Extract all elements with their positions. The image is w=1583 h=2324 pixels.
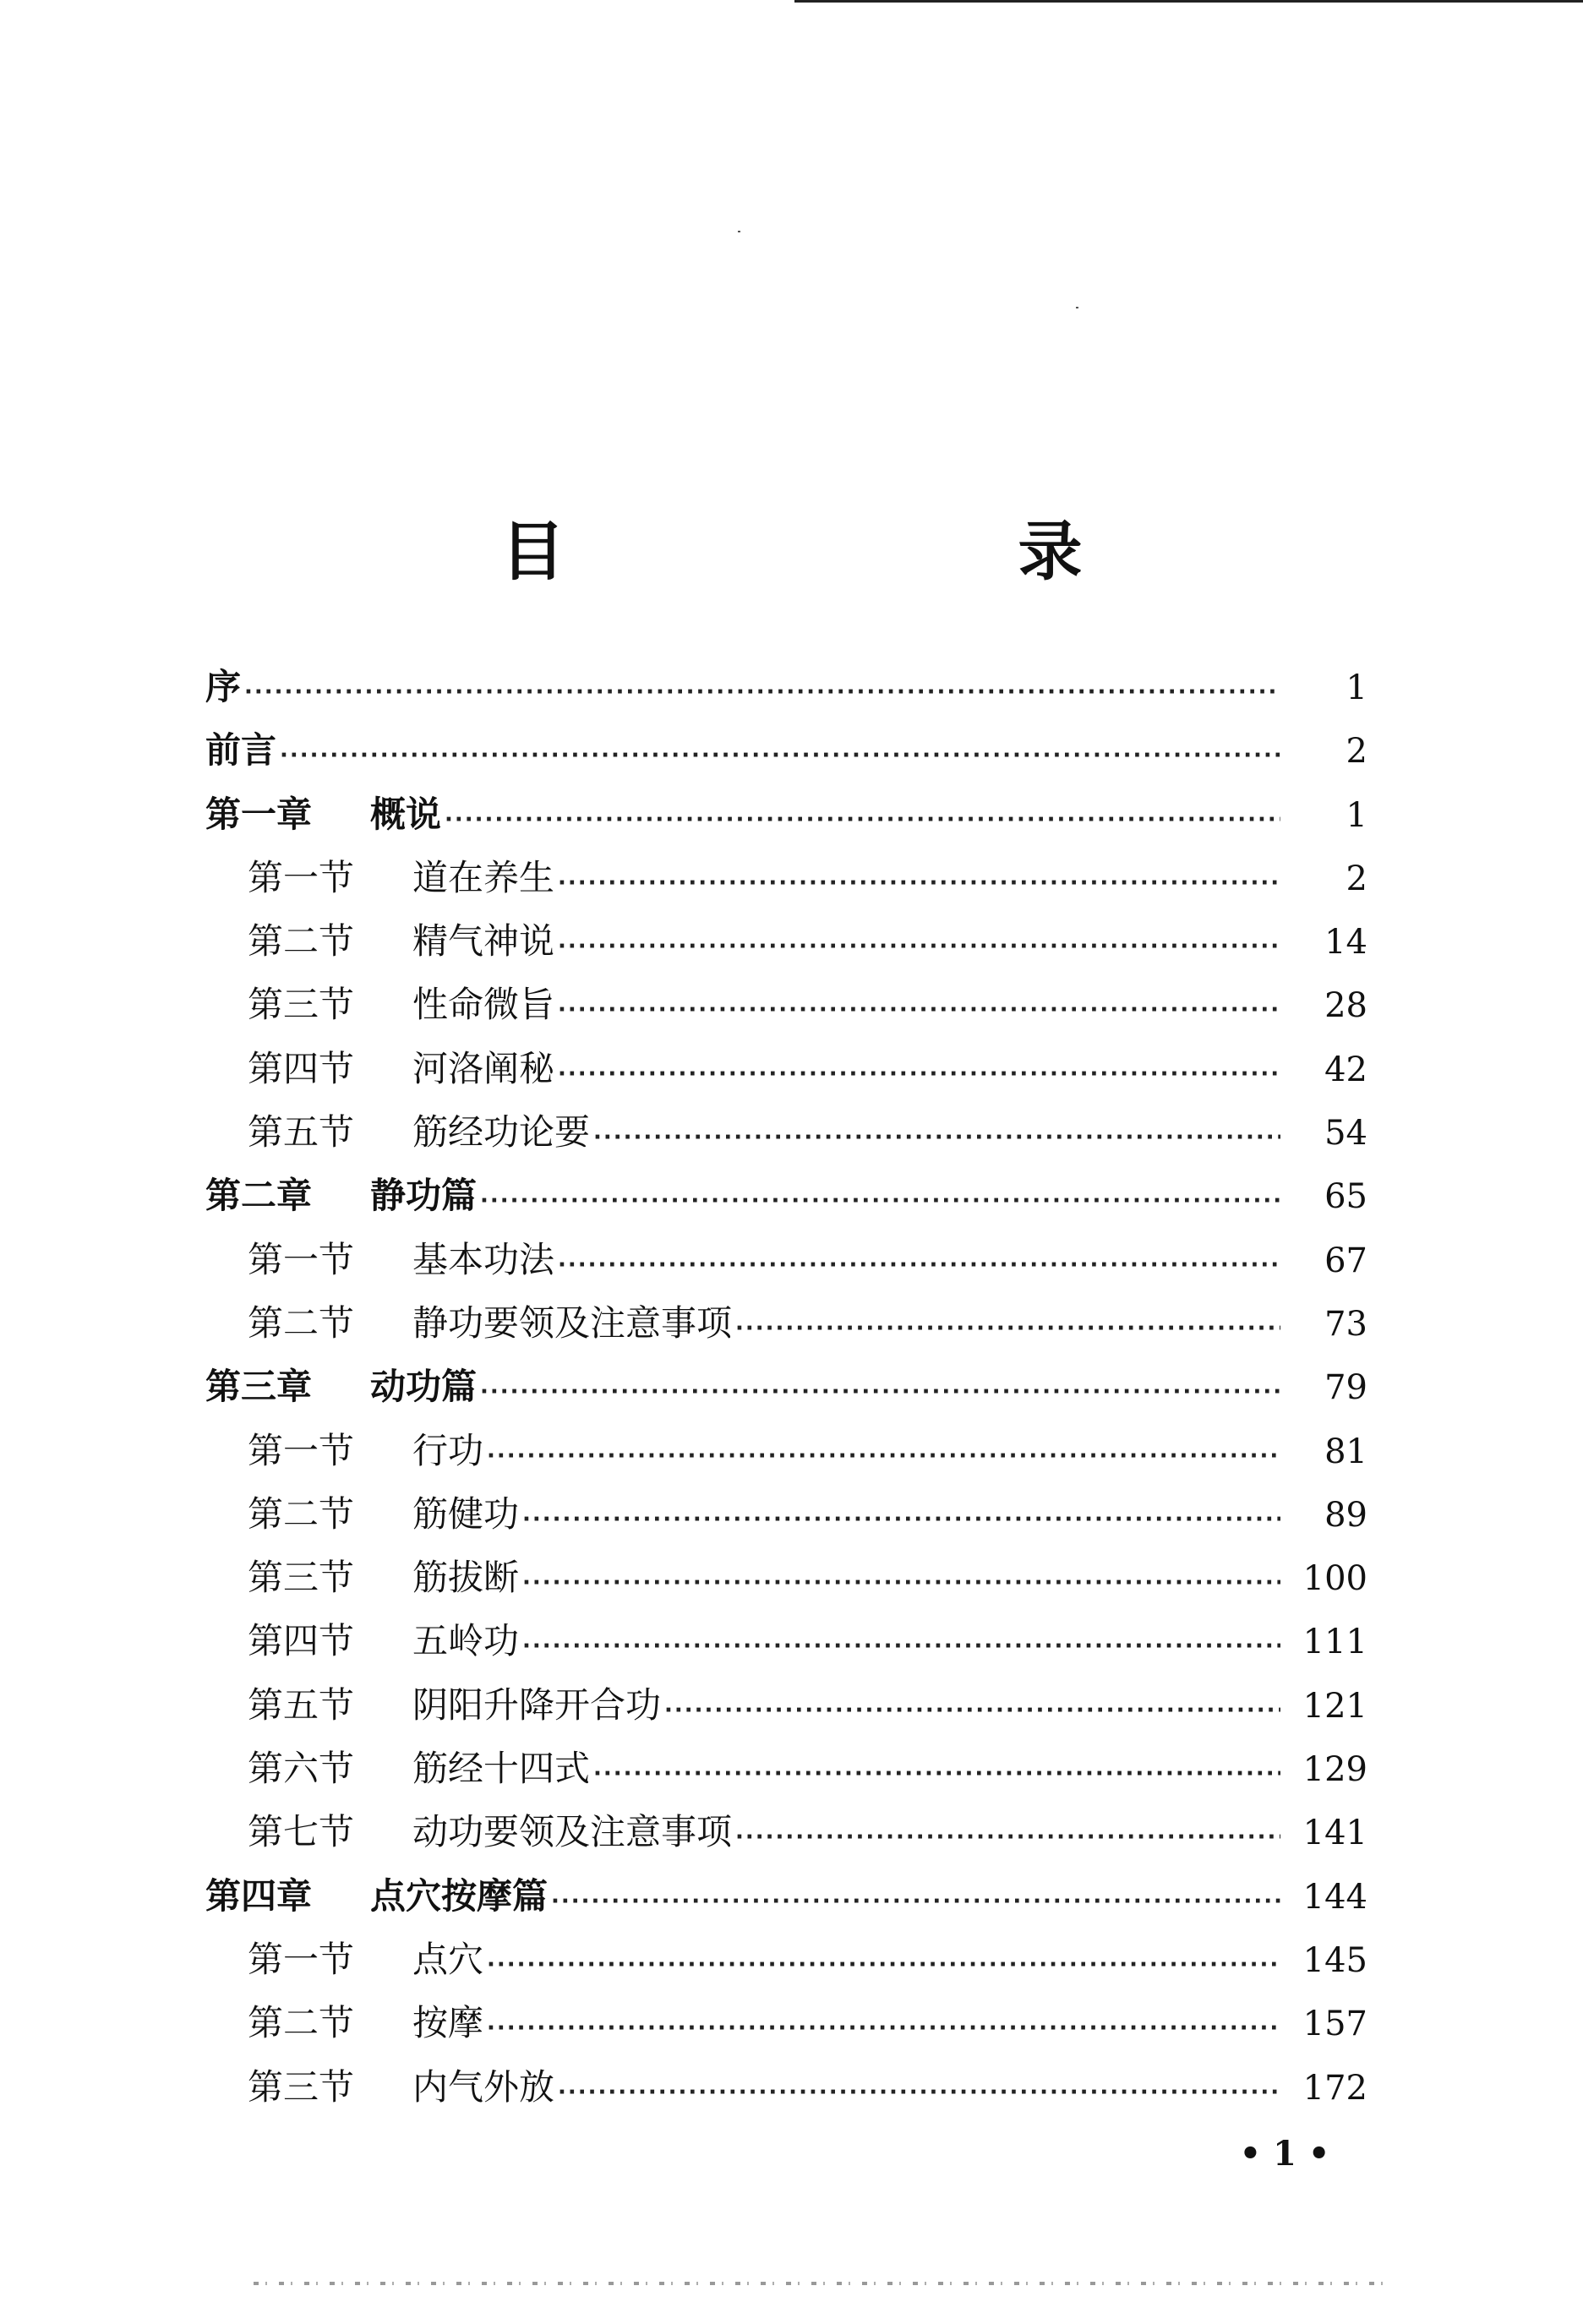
toc-entry-number: 第五节 <box>248 1683 355 1726</box>
toc-entry-page: 42 <box>1324 1050 1367 1089</box>
toc-entry-number: 第二节 <box>248 1492 355 1535</box>
toc-entry-title: 筋拔断 <box>412 1557 520 1599</box>
toc-section-entry <box>205 1419 1367 1482</box>
toc-entry-title: 筋经功论要 <box>412 1111 591 1154</box>
page-title: 目 录 <box>500 514 1277 589</box>
toc-entry-number: 第五节 <box>248 1111 355 1154</box>
toc-entry-title: 内气外放 <box>412 2065 555 2108</box>
toc-entry-title: 序 <box>205 666 242 707</box>
toc-entry-page: 129 <box>1302 1750 1367 1790</box>
page-number: • 1 • <box>1239 2134 1330 2174</box>
toc-section-entry <box>205 1800 1367 1863</box>
toc-section-entry <box>205 1291 1367 1355</box>
toc-entry-title: 前言 <box>205 729 277 772</box>
toc-entry-number: 第二章 <box>205 1175 313 1217</box>
top-rule <box>794 0 1583 3</box>
toc-entry-page: 67 <box>1324 1241 1367 1280</box>
toc-entry-title: 阴阳升降开合功 <box>412 1683 662 1726</box>
toc-entry-number: 第四章 <box>205 1874 313 1917</box>
toc-entry-page: 54 <box>1324 1114 1367 1154</box>
toc-section-entry <box>205 1228 1367 1291</box>
toc-entry-page: 141 <box>1302 1814 1367 1853</box>
dot-leader <box>558 852 1280 915</box>
toc-entry-title: 河洛阐秘 <box>412 1047 555 1089</box>
dot-leader <box>558 1043 1280 1106</box>
toc-entry-page: 100 <box>1302 1559 1367 1599</box>
dot-leader <box>480 1361 1280 1424</box>
toc-entry-number: 第三节 <box>248 1557 355 1599</box>
toc-entry-title: 静功篇 <box>370 1175 478 1217</box>
dot-leader <box>735 1297 1280 1361</box>
toc-entry-page: 79 <box>1324 1368 1367 1408</box>
toc-section-entry <box>205 1609 1367 1672</box>
toc-entry-page: 89 <box>1324 1495 1367 1535</box>
dot-leader <box>551 1870 1280 1934</box>
toc-section-entry <box>205 1991 1367 2054</box>
toc-entry-title: 概说 <box>370 793 442 835</box>
dot-leader <box>593 1743 1280 1806</box>
toc-chapter-entry <box>205 783 1367 846</box>
toc-entry-number: 第二节 <box>248 2002 355 2044</box>
toc-entry-number: 第三章 <box>205 1366 313 1408</box>
toc-entry-page: 65 <box>1324 1177 1367 1217</box>
dot-leader <box>480 1170 1280 1233</box>
dot-leader <box>558 979 1280 1042</box>
dot-leader <box>558 915 1280 979</box>
dot-leader <box>664 1679 1280 1743</box>
toc-entry-title: 点穴 <box>412 1938 484 1980</box>
dot-leader <box>244 661 1280 724</box>
toc-entry-page: 111 <box>1302 1623 1367 1662</box>
toc-entry-title: 筋健功 <box>412 1492 520 1535</box>
dot-leader <box>445 788 1280 852</box>
toc-entry-title: 按摩 <box>412 2002 484 2044</box>
toc-entry-page: 172 <box>1302 2068 1367 2108</box>
toc-entry-page: 28 <box>1324 986 1367 1026</box>
dot-leader <box>487 1997 1280 2060</box>
scan-speck <box>738 231 740 232</box>
toc-section-entry <box>205 1546 1367 1609</box>
scan-noise <box>254 2282 1395 2285</box>
toc-section-entry <box>205 1928 1367 1991</box>
toc-entry-number: 第一节 <box>248 1238 355 1280</box>
dot-leader <box>522 1552 1280 1615</box>
toc-entry-title: 点穴按摩篇 <box>370 1874 549 1917</box>
table-of-contents <box>205 655 1367 2119</box>
toc-entry-page: 81 <box>1324 1432 1367 1471</box>
toc-entry-page: 1 <box>1346 668 1367 707</box>
toc-entry-title: 基本功法 <box>412 1238 555 1280</box>
toc-section-entry <box>205 1100 1367 1164</box>
dot-leader <box>280 724 1280 788</box>
toc-entry-number: 第一章 <box>205 793 313 835</box>
toc-chapter-entry <box>205 1864 1367 1928</box>
toc-section-entry <box>205 909 1367 973</box>
toc-entry-page: 73 <box>1324 1304 1367 1344</box>
toc-entry-number: 第一节 <box>248 1429 355 1471</box>
toc-entry-page: 2 <box>1346 732 1367 772</box>
toc-entry-title: 行功 <box>412 1429 484 1471</box>
toc-entry-number: 第三节 <box>248 2065 355 2108</box>
toc-entry-number: 第七节 <box>248 1811 355 1853</box>
toc-section-entry <box>205 1673 1367 1737</box>
toc-chapter-entry <box>205 1355 1367 1418</box>
toc-front-entry <box>205 718 1367 782</box>
toc-entry-title: 五岭功 <box>412 1620 520 1662</box>
toc-entry-number: 第二节 <box>248 920 355 963</box>
toc-entry-number: 第四节 <box>248 1620 355 1662</box>
toc-entry-title: 精气神说 <box>412 920 555 963</box>
toc-section-entry <box>205 1737 1367 1800</box>
toc-section-entry <box>205 1482 1367 1546</box>
toc-entry-page: 145 <box>1302 1940 1367 1980</box>
dot-leader <box>487 1425 1280 1488</box>
toc-section-entry <box>205 2055 1367 2119</box>
toc-entry-number: 第六节 <box>248 1748 355 1790</box>
dot-leader <box>735 1806 1280 1869</box>
toc-entry-title: 动功篇 <box>370 1366 478 1408</box>
toc-entry-number: 第三节 <box>248 984 355 1026</box>
dot-leader <box>593 1106 1280 1170</box>
toc-entry-number: 第一节 <box>248 856 355 898</box>
scan-speck <box>1076 307 1078 308</box>
toc-entry-number: 第四节 <box>248 1047 355 1089</box>
toc-section-entry <box>205 1037 1367 1100</box>
toc-section-entry <box>205 846 1367 909</box>
toc-entry-page: 2 <box>1346 859 1367 898</box>
toc-entry-title: 静功要领及注意事项 <box>412 1301 733 1344</box>
dot-leader <box>522 1488 1280 1552</box>
dot-leader <box>558 2061 1280 2125</box>
toc-entry-page: 1 <box>1346 795 1367 835</box>
toc-entry-page: 144 <box>1302 1877 1367 1917</box>
toc-entry-title: 性命微旨 <box>412 984 555 1026</box>
toc-entry-number: 第二节 <box>248 1301 355 1344</box>
toc-entry-page: 14 <box>1324 923 1367 963</box>
toc-entry-title: 动功要领及注意事项 <box>412 1811 733 1853</box>
toc-entry-page: 157 <box>1302 2005 1367 2044</box>
toc-entry-title: 筋经十四式 <box>412 1748 591 1790</box>
toc-section-entry <box>205 973 1367 1036</box>
toc-front-entry <box>205 655 1367 718</box>
toc-entry-page: 121 <box>1302 1686 1367 1726</box>
toc-chapter-entry <box>205 1164 1367 1227</box>
dot-leader <box>558 1234 1280 1297</box>
toc-entry-title: 道在养生 <box>412 856 555 898</box>
dot-leader <box>487 1934 1280 1997</box>
toc-entry-number: 第一节 <box>248 1938 355 1980</box>
dot-leader <box>522 1615 1280 1678</box>
